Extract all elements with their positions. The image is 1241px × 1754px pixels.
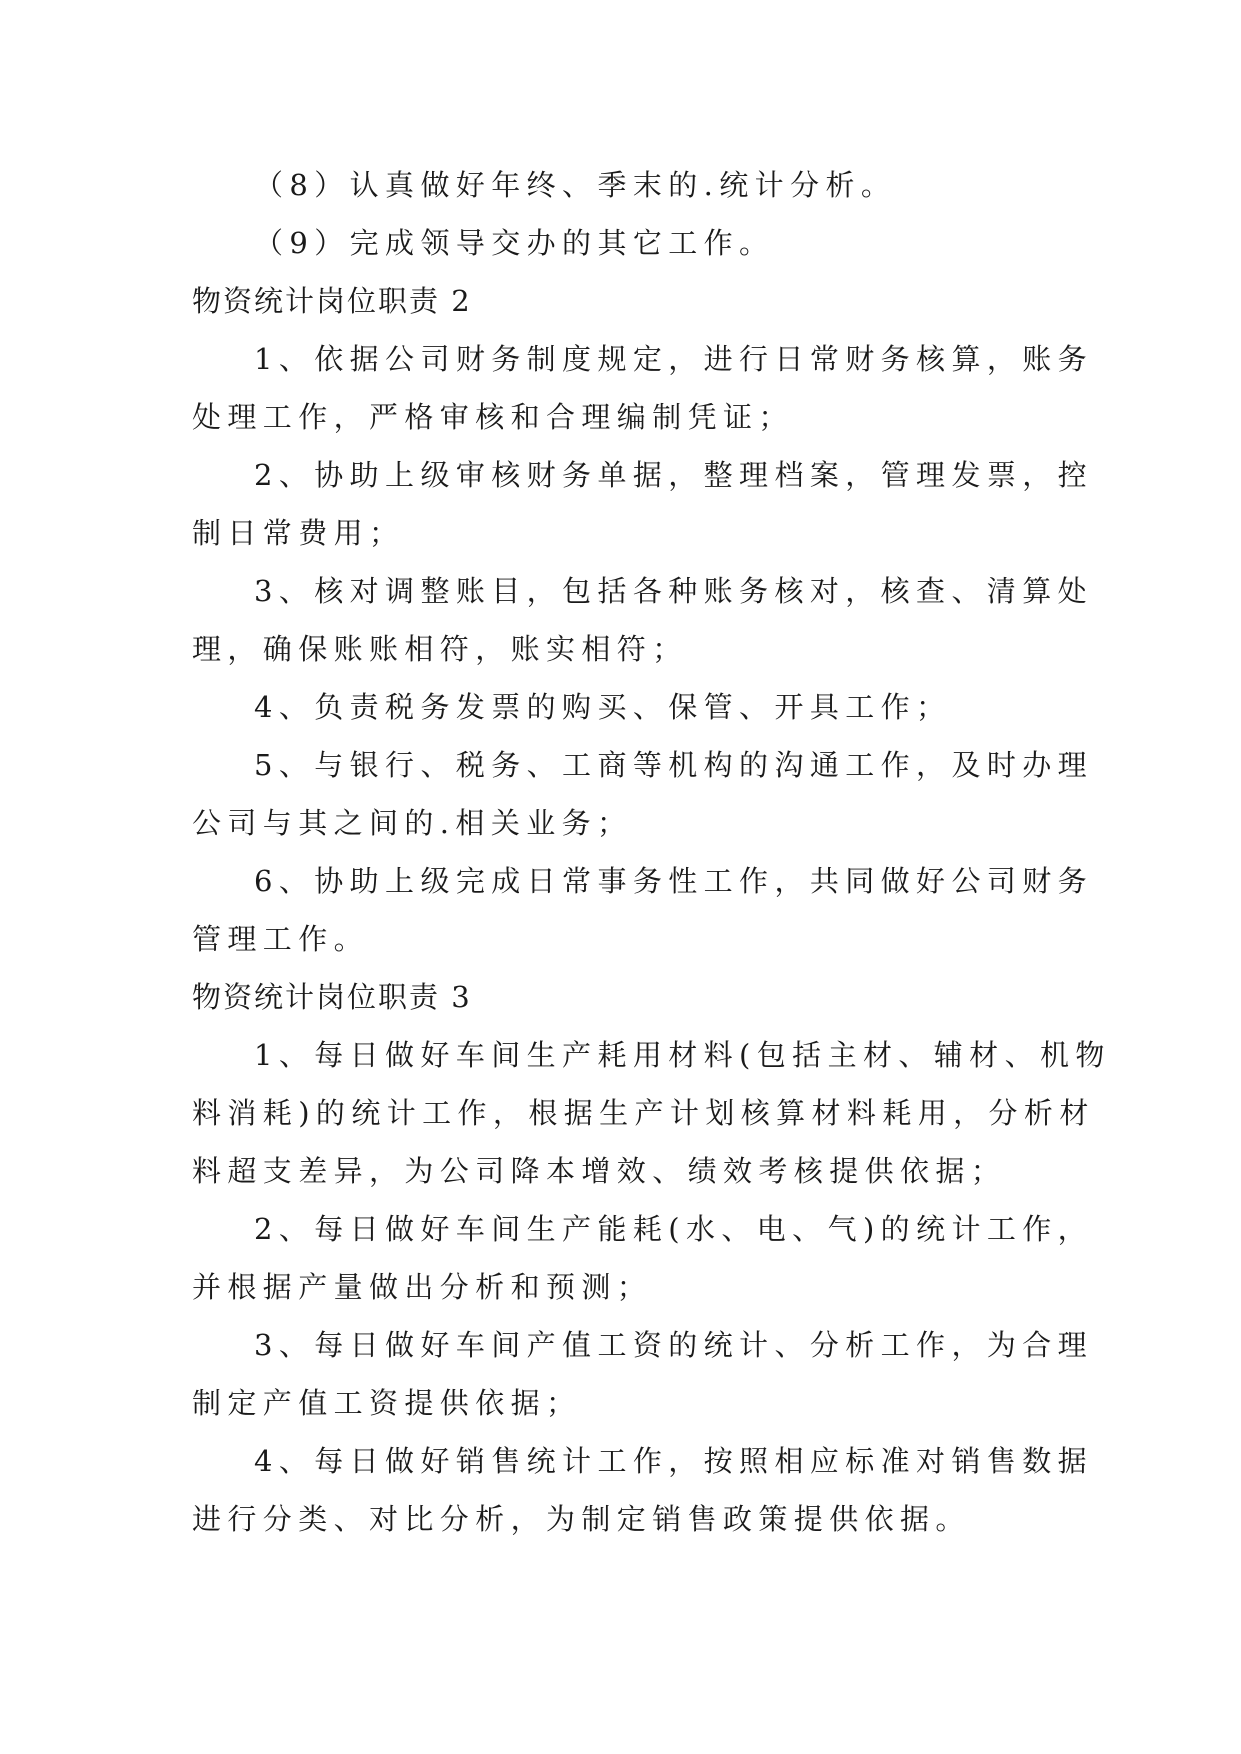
text-line: 管理工作。: [192, 922, 370, 956]
text-line: 4、负责税务发票的购买、保管、开具工作；: [254, 690, 952, 724]
section-heading: 物资统计岗位职责 2: [192, 284, 472, 318]
text-line: （8）认真做好年终、季末的.统计分析。: [254, 168, 897, 202]
document-page: [192, 156, 1111, 1548]
text-line: 制定产值工资提供依据；: [192, 1386, 582, 1420]
text-line: 制日常费用；: [192, 516, 405, 550]
text-line: 理，确保账账相符，账实相符；: [192, 632, 688, 666]
text-line: 2、协助上级审核财务单据，整理档案，管理发票，控: [254, 458, 1094, 492]
section-heading: 物资统计岗位职责 3: [192, 980, 472, 1014]
text-line: （9）完成领导交办的其它工作。: [254, 226, 775, 260]
text-line: 处理工作，严格审核和合理编制凭证；: [192, 400, 794, 434]
text-line: 料消耗)的统计工作，根据生产计划核算材料耗用，分析材: [192, 1096, 1095, 1130]
text-line: 3、核对调整账目，包括各种账务核对，核查、清算处: [254, 574, 1094, 608]
text-line: 1、每日做好车间生产耗用材料(包括主材、辅材、机物: [254, 1038, 1111, 1072]
text-line: 公司与其之间的.相关业务；: [192, 806, 633, 840]
text-line: 4、每日做好销售统计工作，按照相应标准对销售数据: [254, 1444, 1094, 1478]
text-line: 6、协助上级完成日常事务性工作，共同做好公司财务: [254, 864, 1094, 898]
text-line: 2、每日做好车间生产能耗(水、电、气)的统计工作，: [254, 1212, 1094, 1246]
text-line: 5、与银行、税务、工商等机构的沟通工作，及时办理: [254, 748, 1094, 782]
text-line: 1、依据公司财务制度规定，进行日常财务核算，账务: [254, 342, 1094, 376]
text-line: 进行分类、对比分析，为制定销售政策提供依据。: [192, 1502, 971, 1536]
text-line: 料超支差异，为公司降本增效、绩效考核提供依据；: [192, 1154, 1007, 1188]
text-line: 3、每日做好车间产值工资的统计、分析工作，为合理: [254, 1328, 1094, 1362]
text-line: 并根据产量做出分析和预测；: [192, 1270, 653, 1304]
